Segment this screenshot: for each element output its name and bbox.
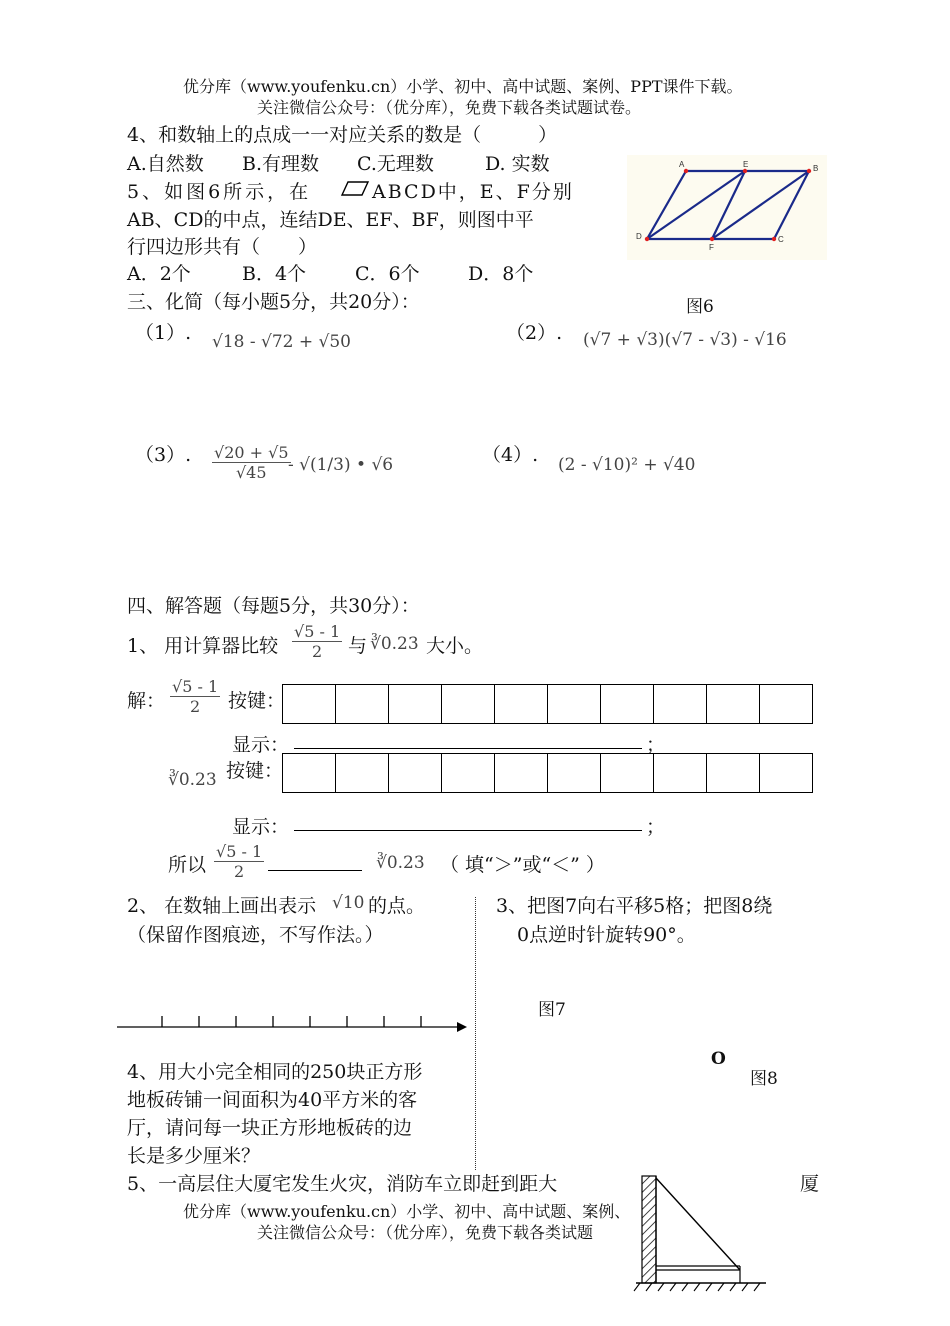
q1-numerator: √5 - 1 [294, 622, 341, 641]
key-cell[interactable] [760, 685, 812, 723]
q5-option-b: B．4个 [242, 263, 307, 285]
q5-line-2: AB、CD的中点，连结DE、EF、BF，则图中平 [127, 209, 534, 231]
problem-3-fraction [212, 443, 291, 482]
figure-8-caption: 图8 [750, 1069, 778, 1089]
q2-root: √10 [332, 893, 365, 913]
solution-label: 解： [127, 690, 166, 712]
q3-line-2: 0点逆时针旋转90°。 [517, 924, 696, 946]
display-label-2: 显示： [232, 816, 290, 838]
problem-2-expression: (√7 + √3)(√7 - √3) - √16 [583, 330, 787, 350]
key-grid-1 [282, 684, 813, 724]
solution-cube-root: ∛0.23 [168, 770, 217, 790]
problem-4-expression: (2 - √10)² + √40 [558, 455, 696, 475]
key-cell[interactable] [707, 685, 760, 723]
key-cell[interactable] [495, 754, 548, 792]
display-blank-1[interactable] [294, 748, 642, 749]
q5-option-d: D．8个 [468, 263, 534, 285]
problem-2-label: （2）. [506, 322, 563, 344]
q4-option-b: B.有理数 [242, 153, 320, 175]
number-line[interactable] [115, 1014, 475, 1034]
key-cell[interactable] [654, 685, 707, 723]
semicolon-2: ； [646, 816, 666, 838]
q4-solve-line-4: 长是多少厘米？ [127, 1145, 261, 1167]
figure-7-caption: 图7 [538, 1000, 566, 1020]
q3-line-1: 3、把图7向右平移5格；把图8绕 [496, 895, 773, 917]
problem-3-denominator: √45 [235, 463, 267, 482]
label-c: C [778, 235, 784, 244]
figure-6-diagram [627, 155, 827, 260]
problem-3-rest: - √(1/3) • √6 [288, 455, 394, 475]
key-cell[interactable] [601, 754, 654, 792]
key-cell[interactable] [548, 754, 601, 792]
problem-3-numerator: √20 + √5 [214, 443, 289, 462]
q4-solve-line-3: 厅，请问每一块正方形地板砖的边 [127, 1117, 413, 1139]
parallelogram-icon [340, 180, 370, 198]
key-cell[interactable] [495, 685, 548, 723]
key-cell[interactable] [707, 754, 760, 792]
section-4-title: 四、解答题（每题5分，共30分）： [127, 595, 420, 617]
figure-6 [627, 155, 827, 260]
solution-numerator: √5 - 1 [172, 677, 219, 696]
key-cell[interactable] [548, 685, 601, 723]
key-cell[interactable] [336, 685, 389, 723]
q1-denominator: 2 [311, 642, 323, 661]
key-cell[interactable] [601, 685, 654, 723]
display-label-1: 显示： [232, 734, 290, 756]
so-label: 所以 [168, 854, 207, 876]
key-cell[interactable] [442, 754, 495, 792]
problem-3-label: （3）. [135, 444, 192, 466]
q5-line-3: 行四边形共有（ ） [127, 236, 318, 258]
q1-post: 大小。 [426, 635, 484, 657]
q1-cube-root: ∛0.23 [370, 634, 419, 654]
keys-label-2: 按键： [226, 760, 284, 782]
q4-solve-line-2: 地板砖铺一间面积为40平方米的客 [127, 1089, 418, 1111]
point-o: O [711, 1049, 726, 1069]
so-numerator: √5 - 1 [216, 842, 263, 861]
problem-4-label: （4）. [482, 444, 539, 466]
key-cell[interactable] [283, 754, 336, 792]
fill-hint: （ 填“＞”或“＜” ） [440, 854, 605, 876]
so-cube-root: ∛0.23 [376, 853, 425, 873]
q4-solve-line-1: 4、用大小完全相同的250块正方形 [127, 1061, 423, 1083]
semicolon-1: ； [646, 734, 666, 756]
q2-line-1-pre: 2、 在数轴上画出表示 [127, 895, 317, 917]
label-d: D [636, 232, 642, 241]
q4-option-c: C.无理数 [357, 153, 434, 175]
problem-1-expression: √18 - √72 + √50 [212, 332, 351, 352]
q2-line-2: （保留作图痕迹，不写作法。） [127, 924, 384, 946]
q5-line-1-pre: 5、如图6所示，在 [127, 181, 312, 203]
section-3-title: 三、化简（每小题5分，共20分）： [127, 291, 420, 313]
q5-fire-tail: 厦 [800, 1173, 820, 1195]
q5-option-c: C．6个 [355, 263, 420, 285]
key-cell[interactable] [389, 685, 442, 723]
ladder-building-diagram [630, 1170, 770, 1295]
key-cell[interactable] [389, 754, 442, 792]
q5-option-a: A．2个 [127, 263, 191, 285]
so-denominator: 2 [233, 862, 245, 881]
column-divider [475, 897, 476, 1170]
label-a: A [679, 160, 685, 169]
key-cell[interactable] [760, 754, 812, 792]
label-b: B [813, 164, 819, 173]
header-line-1: 优分库（www.youfenku.cn）小学、初中、高中试题、案例、PPT课件下载。 [183, 77, 743, 96]
problem-1-label: （1）. [135, 322, 192, 344]
label-e: E [743, 160, 749, 169]
key-cell[interactable] [336, 754, 389, 792]
q4-option-a: A.自然数 [127, 153, 204, 175]
q2-line-1-post: 的点。 [368, 895, 426, 917]
q1-fraction [292, 622, 342, 661]
solution-fraction [170, 677, 220, 716]
figure-6-caption: 图6 [686, 297, 714, 317]
so-fraction [214, 842, 264, 881]
q1-pre: 1、 用计算器比较 [127, 635, 279, 657]
key-cell[interactable] [283, 685, 336, 723]
q5-line-1-post: ABCD中，E、F分别 [372, 181, 574, 203]
keys-label-1: 按键： [228, 690, 286, 712]
label-f: F [709, 243, 714, 252]
footer-line-2: 关注微信公众号：（优分库），免费下载各类试题 [257, 1223, 594, 1242]
q5-fire-line: 5、一高层住大厦宅发生火灾，消防车立即赶到距大 [127, 1173, 558, 1195]
display-blank-2[interactable] [294, 830, 642, 831]
compare-blank[interactable] [268, 870, 362, 871]
solution-denominator: 2 [189, 697, 201, 716]
q1-mid: 与 [348, 635, 368, 657]
header-line-2: 关注微信公众号：（优分库），免费下载各类试题试卷。 [257, 98, 642, 117]
key-cell[interactable] [654, 754, 707, 792]
key-grid-2 [282, 753, 813, 793]
key-cell[interactable] [442, 685, 495, 723]
q4-stem: 4、和数轴上的点成一一对应关系的数是（ ） [127, 124, 558, 146]
footer-line-1: 优分库（www.youfenku.cn）小学、初中、高中试题、案例、 [183, 1202, 631, 1221]
q4-option-d: D. 实数 [485, 153, 550, 175]
